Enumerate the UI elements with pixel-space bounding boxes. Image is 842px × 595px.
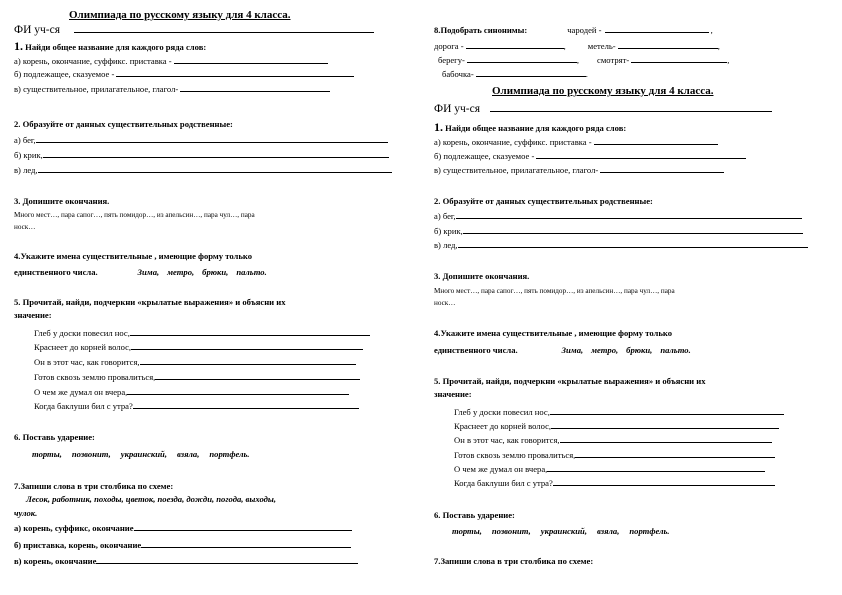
answer-blank[interactable] [43, 150, 389, 158]
answer-blank[interactable] [466, 41, 564, 49]
student-name-blank[interactable] [490, 104, 772, 112]
answer-blank[interactable] [127, 387, 349, 395]
q7-column-b: б) приставка, корень, окончание [14, 540, 351, 550]
answer-blank[interactable] [536, 151, 746, 159]
answer-blank[interactable] [174, 56, 328, 64]
answer-blank[interactable] [463, 226, 803, 234]
question-8-row-3: берегу- , смотрят- , [438, 55, 730, 65]
answer-blank[interactable] [456, 211, 802, 219]
worksheet-title: Олимпиада по русскому языку для 4 класса. [492, 85, 714, 97]
question-2: 2. Образуйте от данных существительных родственные: [434, 196, 653, 206]
q5-line-6: Когда баклуши бил с утра? [454, 478, 775, 488]
q5-line-2: Краснеет до корней волос, [34, 342, 363, 352]
q6-words: торты, позвонит, украинский, взяла, портфель. [32, 449, 250, 459]
answer-blank[interactable] [130, 328, 370, 336]
answer-blank[interactable] [550, 407, 784, 415]
worksheet-title: Олимпиада по русскому языку для 4 класса. [69, 9, 291, 21]
q2-answer-a: а) бег, [14, 135, 388, 145]
question-6: 6. Поставь ударение: [434, 510, 515, 520]
q2-answer-b: б) крик, [434, 226, 803, 236]
q5-line-5: О чем же думал он вчера, [34, 387, 349, 397]
q7-column-c: в) корень, окончание [14, 556, 358, 566]
q1-answer-a: а) корень, окончание, суффикс. приставка - [14, 56, 328, 66]
answer-blank[interactable] [547, 464, 765, 472]
student-name-line: ФИ уч-ся [434, 104, 772, 114]
answer-blank[interactable] [141, 540, 351, 548]
question-4: 4.Укажите имена существительные , имеющие форму только [434, 328, 673, 338]
question-5: 5. Прочитай, найди, подчеркни «крылатые выражения» и объясни их [434, 376, 706, 386]
answer-blank[interactable] [180, 84, 330, 92]
question-1: 1. Найди общее название для каждого ряда слов: [434, 120, 627, 134]
answer-blank[interactable] [38, 165, 392, 173]
q5-line-4: Готов сквозь землю провалиться, [454, 450, 775, 460]
answer-blank[interactable] [631, 55, 727, 63]
student-name-blank[interactable] [74, 25, 374, 33]
answer-blank[interactable] [458, 240, 808, 248]
answer-blank[interactable] [131, 342, 363, 350]
q1-answer-b: б) подлежащее, сказуемое - [14, 69, 354, 79]
q5-line-3: Он в этот час, как говорится, [34, 357, 356, 367]
q2-answer-c: в) лед, [434, 240, 808, 250]
q3-text-line-1: Много мест…, пара сапог…, пять помидор…, из апельсин…, пара чул…, пара [434, 287, 675, 295]
q5-line-5: О чем же думал он вчера, [454, 464, 765, 474]
question-5-cont: значение: [14, 310, 52, 320]
q3-text-line-2: носк… [434, 299, 456, 307]
question-7: 7.Запиши слова в три столбика по схеме: [434, 556, 594, 566]
question-1: 1. Найди общее название для каждого ряда слов: [14, 39, 207, 53]
q2-answer-a: а) бег, [434, 211, 802, 221]
answer-blank[interactable] [476, 69, 586, 77]
question-3: 3. Допишите окончания. [434, 271, 530, 281]
answer-blank[interactable] [96, 556, 358, 564]
q1-answer-b: б) подлежащее, сказуемое - [434, 151, 746, 161]
answer-blank[interactable] [155, 372, 360, 380]
q7-words-line-2: чулок. [14, 508, 38, 518]
q3-text-line-1: Много мест…, пара сапог…, пять помидор…, из апельсин…, пара чул…, пара [14, 211, 255, 219]
answer-blank[interactable] [36, 135, 388, 143]
q5-line-1: Глеб у доски повесил нос, [454, 407, 784, 417]
answer-blank[interactable] [551, 421, 779, 429]
answer-blank[interactable] [467, 55, 577, 63]
q1-answer-c: в) существительное, прилагательное, глагол- [434, 165, 724, 175]
question-2: 2. Образуйте от данных существительных родственные: [14, 119, 233, 129]
answer-blank[interactable] [605, 25, 709, 33]
question-7: 7.Запиши слова в три столбика по схеме: [14, 481, 174, 491]
question-8-row-2: дорога - , метель- , [434, 41, 720, 51]
q5-line-2: Краснеет до корней волос, [454, 421, 779, 431]
answer-blank[interactable] [133, 401, 359, 409]
q1-answer-a: а) корень, окончание, суффикс. приставка - [434, 137, 718, 147]
answer-blank[interactable] [600, 165, 724, 173]
q2-answer-b: б) крик, [14, 150, 389, 160]
q5-line-6: Когда баклуши бил с утра? [34, 401, 359, 411]
q7-words-line-1: Лесок, работник, походы, цветок, поезда, дожди, погода, выходы, [26, 494, 277, 504]
q3-text-line-2: носк… [14, 223, 36, 231]
q4-words: единственного числа. Зима, метро, брюки, пальто. [434, 345, 691, 355]
answer-blank[interactable] [116, 69, 354, 77]
q7-column-a: а) корень, суффикс, окончание [14, 523, 352, 533]
q2-answer-c: в) лед, [14, 165, 392, 175]
student-name-line: ФИ уч-ся [14, 25, 374, 35]
q6-words: торты, позвонит, украинский, взяла, портфель. [452, 526, 670, 536]
answer-blank[interactable] [140, 357, 356, 365]
question-6: 6. Поставь ударение: [14, 432, 95, 442]
q1-answer-c: в) существительное, прилагательное, глагол- [14, 84, 330, 94]
answer-blank[interactable] [575, 450, 775, 458]
question-4: 4.Укажите имена существительные , имеющие форму только [14, 251, 253, 261]
q4-words: единственного числа. Зима, метро, брюки, пальто. [14, 267, 267, 277]
question-8-row-1: 8.Подобрать синонимы: чародей - , [434, 25, 713, 35]
q5-line-1: Глеб у доски повесил нос, [34, 328, 370, 338]
question-5: 5. Прочитай, найди, подчеркни «крылатые выражения» и объясни их [14, 297, 286, 307]
question-5-cont: значение: [434, 389, 472, 399]
answer-blank[interactable] [553, 478, 775, 486]
answer-blank[interactable] [618, 41, 718, 49]
question-8-row-4: бабочка- . [442, 69, 588, 79]
question-3: 3. Допишите окончания. [14, 196, 110, 206]
answer-blank[interactable] [560, 435, 772, 443]
q5-line-3: Он в этот час, как говорится, [454, 435, 772, 445]
answer-blank[interactable] [594, 137, 718, 145]
answer-blank[interactable] [134, 523, 352, 531]
q5-line-4: Готов сквозь землю провалиться, [34, 372, 360, 382]
